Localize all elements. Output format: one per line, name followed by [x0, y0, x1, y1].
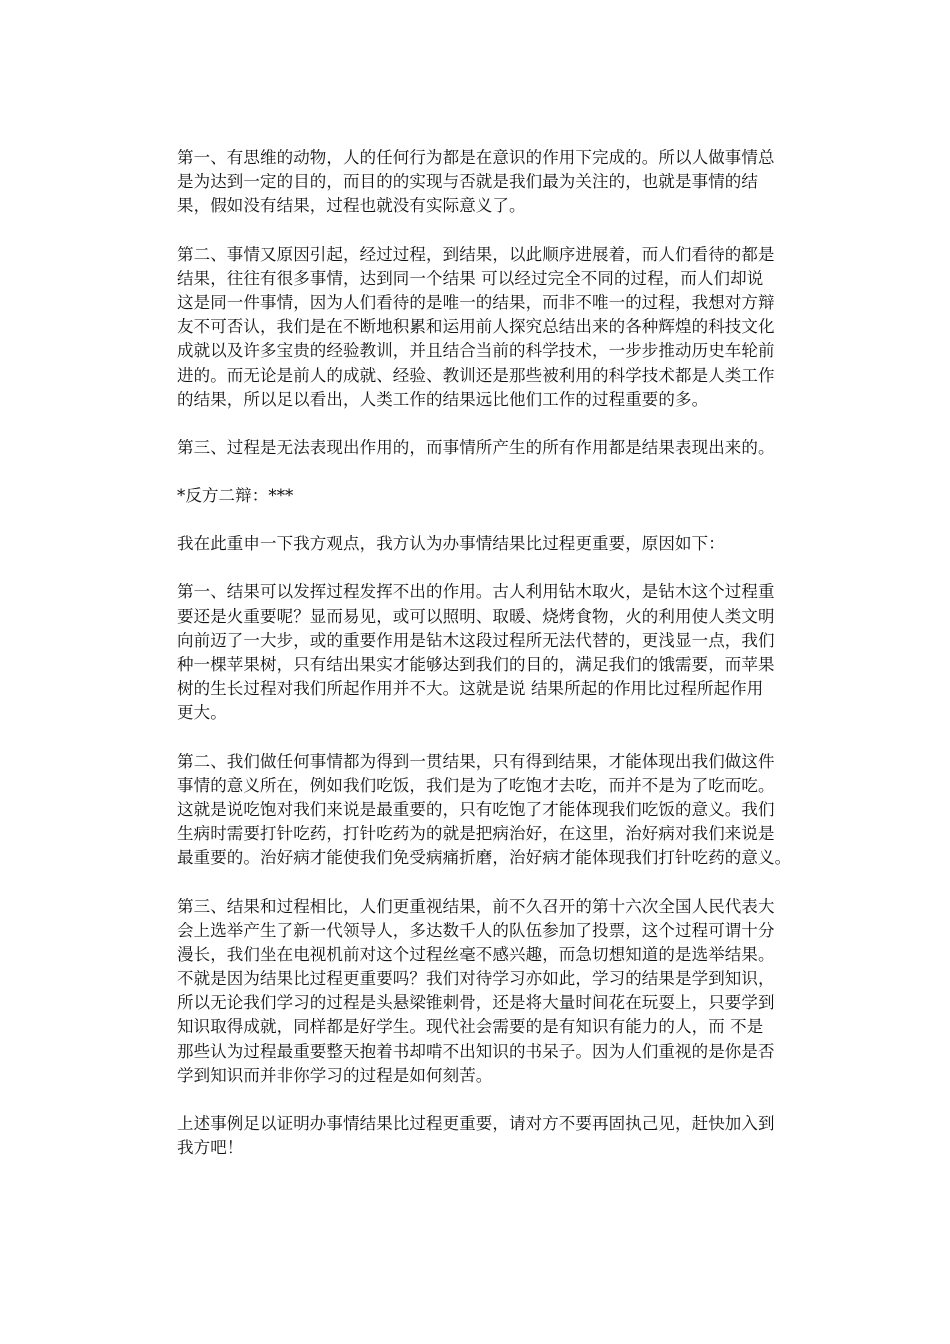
text-line: 成就以及许多宝贵的经验教训，并且结合当前的科学技术，一步步推动历史车轮前 [177, 341, 775, 361]
text-line: 知识取得成就，同样都是好学生。现代社会需要的是有知识有能力的人，而 不是 [177, 1017, 764, 1037]
text-line: 这就是说吃饱对我们来说是最重要的，只有吃饱了才能体现我们吃饭的意义。我们 [177, 799, 775, 819]
text-line: 漫长，我们坐在电视机前对这个过程丝毫不感兴趣，而急切想知道的是选举结果。 [177, 944, 775, 964]
paragraph [177, 436, 797, 460]
text-line: 第三、结果和过程相比，人们更重视结果，前不久召开的第十六次全国人民代表大 [177, 896, 775, 916]
section-heading [177, 484, 797, 508]
text-line: 结果，往往有很多事情，达到同一个结果 可以经过完全不同的过程，而人们却说 [177, 268, 764, 288]
text-line: 事情的意义所在，例如我们吃饭，我们是为了吃饱才去吃，而并不是为了吃而吃。 [177, 775, 775, 795]
text-line: 的结果，所以足以看出，人类工作的结果远比他们工作的过程重要的多。 [177, 389, 709, 409]
text-line: 那些认为过程最重要整天抱着书却啃不出知识的书呆子。因为人们重视的是你是否 [177, 1041, 775, 1061]
text-line: 友不可否认，我们是在不断地积累和运用前人探究总结出来的各种辉煌的科技文化 [177, 317, 775, 337]
text-line: 生病时需要打针吃药，打针吃药为的就是把病治好，在这里，治好病对我们来说是 [177, 824, 775, 844]
text-line: 向前迈了一大步，或的重要作用是钻木这段过程所无法代替的，更浅显一点，我们 [177, 630, 775, 650]
text-line: 第二、我们做任何事情都为得到一贯结果，只有得到结果，才能体现出我们做这件 [177, 751, 775, 771]
text-line: 更大。 [177, 703, 227, 723]
text-line: 我在此重申一下我方观点，我方认为办事情结果比过程更重要，原因如下： [177, 534, 725, 554]
paragraph [177, 243, 797, 412]
text-line: 所以无论我们学习的过程是头悬梁锥刺骨，还是将大量时间花在玩耍上，只要学到 [177, 993, 775, 1013]
text-line: 果，假如没有结果，过程也就没有实际意义了。 [177, 196, 526, 216]
text-line: 要还是火重要呢？显而易见，或可以照明、取暖、烧烤食物，火的利用使人类文明 [177, 606, 775, 626]
text-line: 种一棵苹果树，只有结出果实才能够达到我们的目的，满足我们的饿需要，而苹果 [177, 655, 775, 674]
text-line: 是为达到一定的目的，而目的的实现与否就是我们最为关注的，也就是事情的结 [177, 172, 758, 192]
text-line: 第一、有思维的动物，人的任何行为都是在意识的作用下完成的。所以人做事情总 [177, 148, 775, 167]
text-line: 会上选举产生了新一代领导人，多达数千人的队伍参加了投票，这个过程可谓十分 [177, 920, 775, 940]
text-line: 上述事例足以证明办事情结果比过程更重要，请对方不要再固执己见，赶快加入到 [177, 1114, 775, 1133]
paragraph [177, 750, 797, 871]
text-line: 不就是因为结果比过程更重要吗？我们对待学习亦如此，学习的结果是学到知识， [177, 969, 775, 989]
text-line: 进的。而无论是前人的成就、经验、教训还是那些被利用的科学技术都是人类工作 [177, 365, 775, 385]
paragraph [177, 532, 797, 556]
text-line: 我方吧！ [177, 1138, 244, 1158]
text-line: 第二、事情又原因引起，经过过程，到结果，以此顺序进展着，而人们看待的都是 [177, 244, 775, 264]
text-line: 学到知识而并非你学习的过程是如何刻苦。 [177, 1065, 493, 1085]
text-line: 最重要的。治好病才能使我们免受病痛折磨，治好病才能体现我们打针吃药的意义。 [177, 848, 792, 868]
text-line: 树的生长过程对我们所起作用并不大。这就是说 结果所起的作用比过程所起作用 [177, 679, 764, 699]
paragraph [177, 146, 797, 219]
text-line: 这是同一件事情，因为人们看待的是唯一的结果，而非不唯一的过程，我想对方辩 [177, 292, 775, 312]
paragraph [177, 895, 797, 1089]
paragraph [177, 1112, 797, 1160]
paragraph [177, 580, 797, 725]
text-line: *反方二辩：*** [177, 486, 294, 506]
text-line: 第三、过程是无法表现出作用的，而事情所产生的所有作用都是结果表现出来的。 [177, 437, 775, 457]
document-page [177, 146, 797, 1184]
text-line: 第一、结果可以发挥过程发挥不出的作用。古人利用钻木取火，是钻木这个过程重 [177, 582, 775, 602]
